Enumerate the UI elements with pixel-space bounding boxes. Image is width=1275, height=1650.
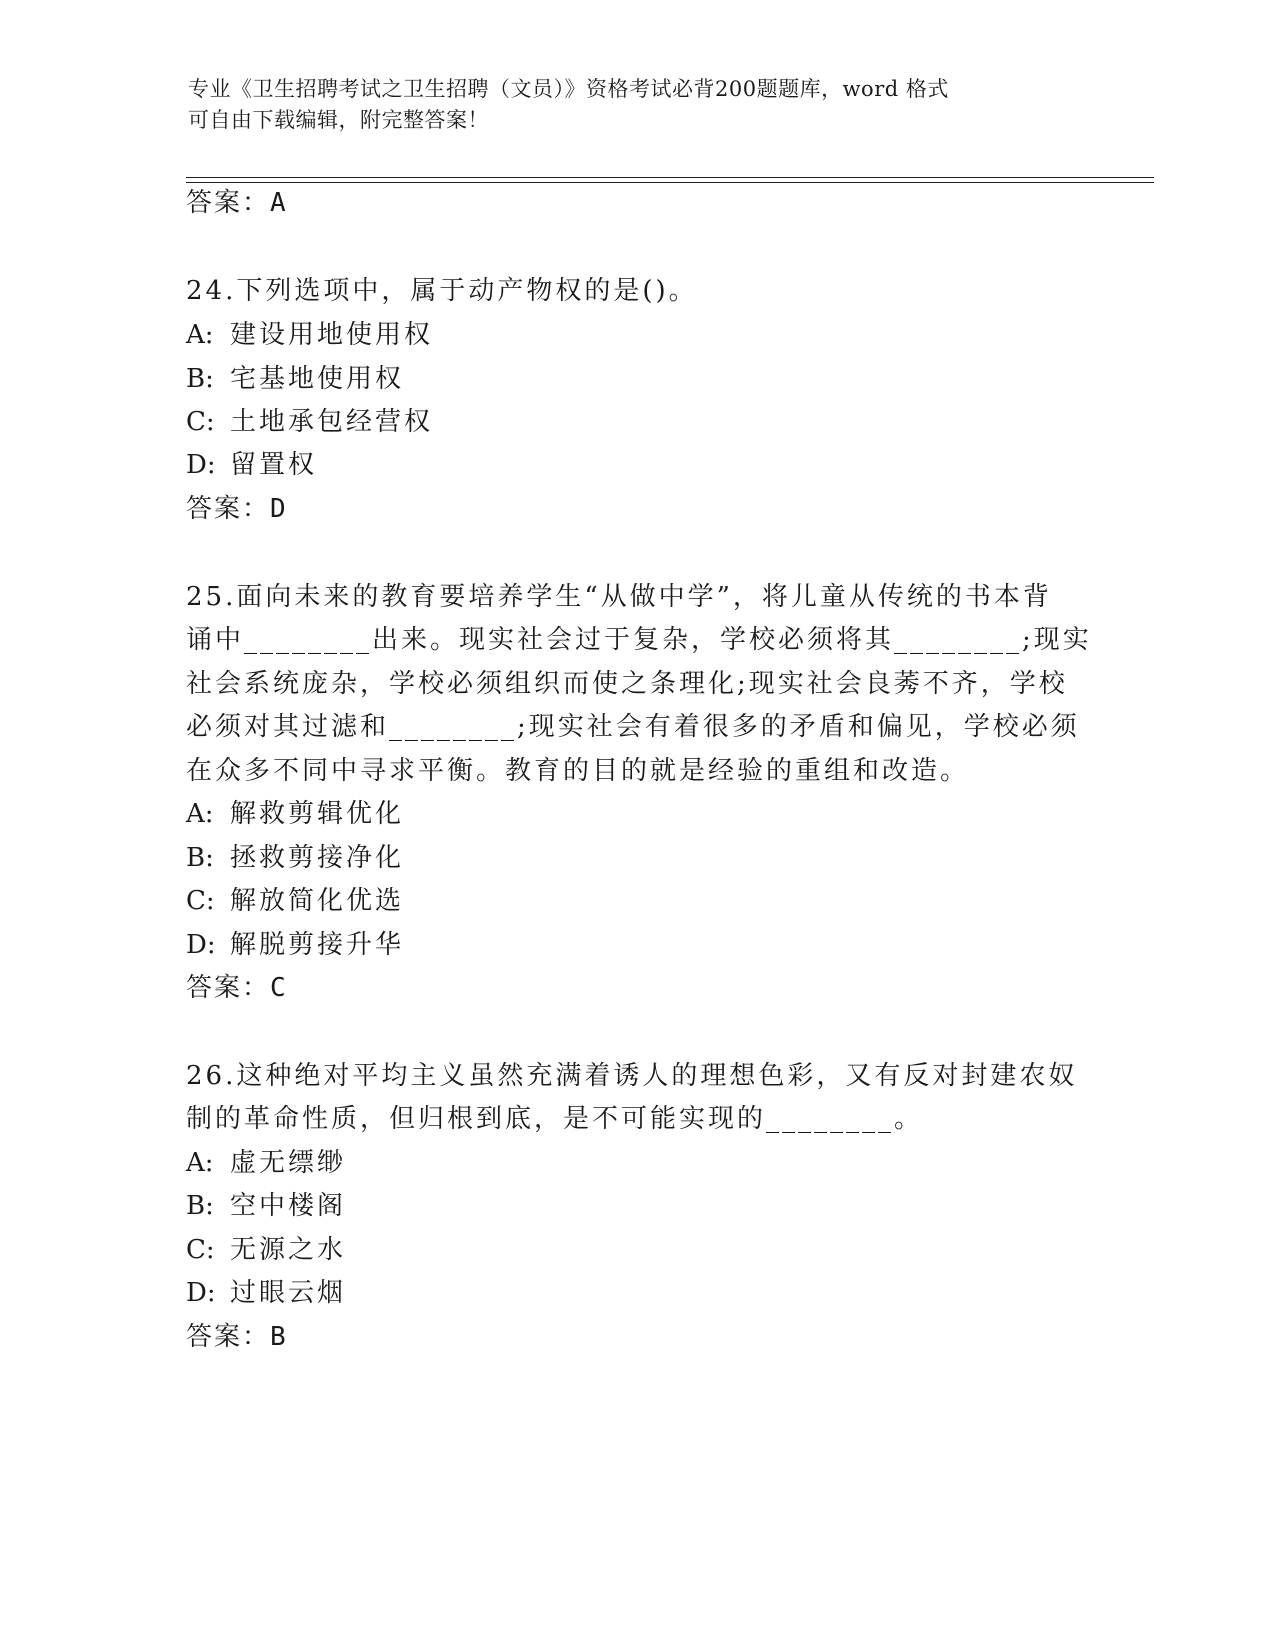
option-letter: C: <box>186 1235 215 1265</box>
answer-23 <box>186 186 288 220</box>
option-letter: D: <box>186 1278 216 1308</box>
option-text: 过眼云烟 <box>230 1278 347 1308</box>
question-26-line-1: 26.这种绝对平均主义虽然充满着诱人的理想色彩，又有反对封建农奴 <box>186 1061 1078 1091</box>
option-text: 解放简化优选 <box>230 886 405 916</box>
question-25-line-1: 25.面向未来的教育要培养学生“从做中学”，将儿童从传统的书本背 <box>186 582 1052 612</box>
option-text: 拯救剪接净化 <box>230 843 405 873</box>
answer-value: A <box>270 188 288 218</box>
answer-value: C <box>270 973 288 1003</box>
option-letter: B: <box>186 843 214 873</box>
question-26-option-a <box>186 1146 346 1180</box>
question-24-option-d <box>186 448 317 482</box>
header-rule-top <box>186 177 1154 178</box>
option-letter: B: <box>186 1191 214 1221</box>
question-25-line-2: 诵中________出来。现实社会过于复杂，学校必须将其________;现实 <box>186 625 1092 655</box>
document-header <box>188 74 1088 136</box>
answer-value: B <box>270 1322 288 1352</box>
option-text: 无源之水 <box>230 1235 347 1265</box>
question-24-option-a <box>186 318 433 352</box>
question-25-option-b <box>186 841 404 875</box>
option-text: 解救剪辑优化 <box>230 799 405 829</box>
question-25-line-4: 必须对其过滤和________;现实社会有着很多的矛盾和偏见，学校必须 <box>186 712 1080 742</box>
question-25-line-5: 在众多不同中寻求平衡。教育的目的就是经验的重组和改造。 <box>186 756 970 786</box>
question-24-text: 24.下列选项中，属于动产物权的是()。 <box>186 276 698 306</box>
header-rule-bottom <box>186 182 1154 183</box>
question-26-option-b <box>186 1189 346 1223</box>
answer-label: 答案： <box>186 494 271 524</box>
option-letter: D: <box>186 930 216 960</box>
answer-label: 答案： <box>186 188 271 218</box>
answer-value: D <box>270 494 288 524</box>
answer-label: 答案： <box>186 1322 271 1352</box>
question-26-line-2: 制的革命性质，但归根到底，是不可能实现的________。 <box>186 1104 924 1134</box>
option-text: 空中楼阁 <box>230 1191 347 1221</box>
question-26-option-d <box>186 1276 346 1310</box>
answer-label: 答案： <box>186 973 271 1003</box>
question-25-option-a <box>186 797 404 831</box>
option-letter: C: <box>186 407 215 437</box>
option-text: 建设用地使用权 <box>230 320 434 350</box>
question-25-option-d <box>186 928 404 962</box>
header-line-1: 专业《卫生招聘考试之卫生招聘（文员）》资格考试必背200题题库，word 格式 <box>188 77 949 101</box>
answer-24 <box>186 492 288 526</box>
header-line-2: 可自由下载编辑，附完整答案！ <box>188 108 489 132</box>
option-text: 虚无缥缈 <box>230 1148 347 1178</box>
option-text: 留置权 <box>230 450 318 480</box>
option-letter: A: <box>186 799 214 829</box>
answer-26 <box>186 1320 288 1354</box>
option-text: 土地承包经营权 <box>230 407 434 437</box>
option-letter: B: <box>186 364 214 394</box>
question-25-line-3: 社会系统庞杂，学校必须组织而使之条理化;现实社会良莠不齐，学校 <box>186 669 1068 699</box>
question-24-option-b <box>186 362 404 396</box>
answer-25 <box>186 971 288 1005</box>
question-25-option-c <box>186 884 404 918</box>
question-26-option-c <box>186 1233 346 1267</box>
option-letter: D: <box>186 450 216 480</box>
option-letter: A: <box>186 320 214 350</box>
option-letter: C: <box>186 886 215 916</box>
question-24-option-c <box>186 405 433 439</box>
option-text: 解脱剪接升华 <box>230 930 405 960</box>
option-text: 宅基地使用权 <box>230 364 405 394</box>
option-letter: A: <box>186 1148 214 1178</box>
